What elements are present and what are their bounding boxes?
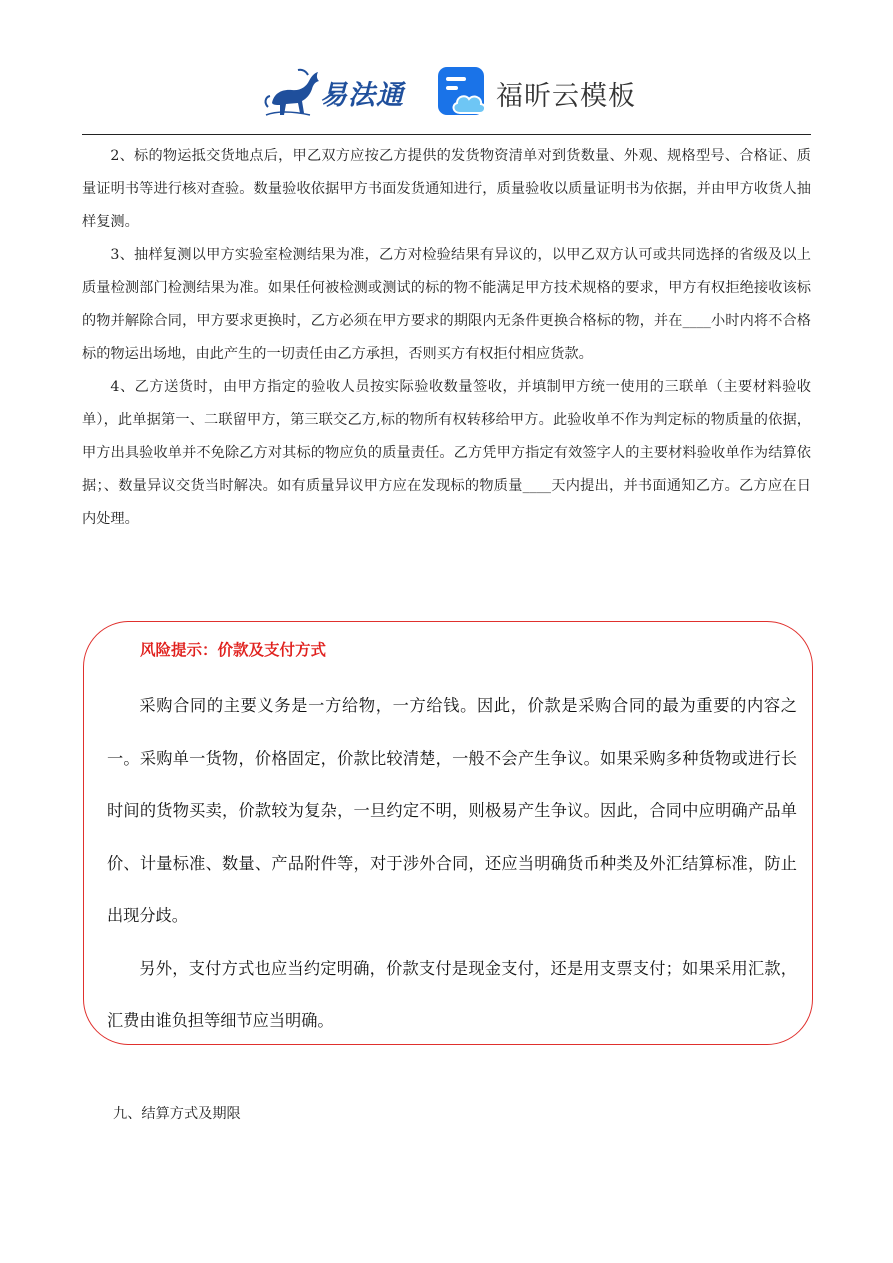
foxit-template-logo xyxy=(436,65,646,119)
page-header xyxy=(0,55,893,125)
risk-tip-content xyxy=(107,680,797,1048)
clause-paragraph: 2、标的物运抵交货地点后，甲乙双方应按乙方提供的发货物资清单对到货数量、外观、规格型号、合格证、质量证明书等进行核对查验。数量验收依据甲方书面发货通知进行，质量验收以质量证明书为依据，并由甲方收货人抽样复测。 xyxy=(82,148,811,230)
foxit-cloud-icon xyxy=(436,65,490,119)
section-heading: 九、结算方式及期限 xyxy=(113,1106,241,1122)
header-divider xyxy=(82,134,811,135)
risk-tip-paragraph: 采购合同的主要义务是一方给物，一方给钱。因此，价款是采购合同的最为重要的内容之一。采购单一货物，价格固定，价款比较清楚，一般不会产生争议。如果采购多种货物或进行长时间的货物买卖，价款较为复杂，一旦约定不明，则极易产生争议。因此，合同中应明确产品单价、计量标准、数量、产品附件等，对于涉外合同，还应当明确货币种类及外汇结算标准，防止出现分歧。 xyxy=(107,696,797,925)
yifatong-logo-text: 易法通 xyxy=(320,80,404,111)
clause-paragraph: 3、抽样复测以甲方实验室检测结果为准，乙方对检验结果有异议的，以甲乙双方认可或共同选择的省级及以上质量检测部门检测结果为准。如果任何被检测或测试的标的物不能满足甲方技术规格的要求，甲方有权拒绝接收该标的物并解除合同，甲方要求更换时，乙方必须在甲方要求的期限内无条件更换合格标的物，并在____小时内将不合格标的物运出场地，由此产生的一切责任由乙方承担，否则买方有权拒付相应货款。 xyxy=(82,247,811,362)
yifatong-logo xyxy=(262,63,422,119)
kirin-icon xyxy=(262,63,324,119)
clause-paragraph: 4、乙方送货时，由甲方指定的验收人员按实际验收数量签收，并填制甲方统一使用的三联单（主要材料验收单），此单据第一、二联留甲方，第三联交乙方,标的物所有权转移给甲方。此验收单不作为判定标的物质量的依据，甲方出具验收单并不免除乙方对其标的物应负的质量责任。乙方凭甲方指定有效签字人的主要材料验收单作为结算依据；、数量异议交货当时解决。如有质量异议甲方应在发现标的物质量____天内提出，并书面通知乙方。乙方应在日内处理。 xyxy=(82,379,811,527)
risk-tip-box xyxy=(83,621,813,1045)
risk-tip-paragraph: 另外，支付方式也应当约定明确，价款支付是现金支付，还是用支票支付；如果采用汇款，汇费由谁负担等细节应当明确。 xyxy=(107,958,797,1030)
risk-tip-title: 风险提示：价款及支付方式 xyxy=(140,641,327,659)
foxit-template-logo-text: 福昕云模板 xyxy=(496,81,636,112)
contract-body xyxy=(82,140,811,536)
